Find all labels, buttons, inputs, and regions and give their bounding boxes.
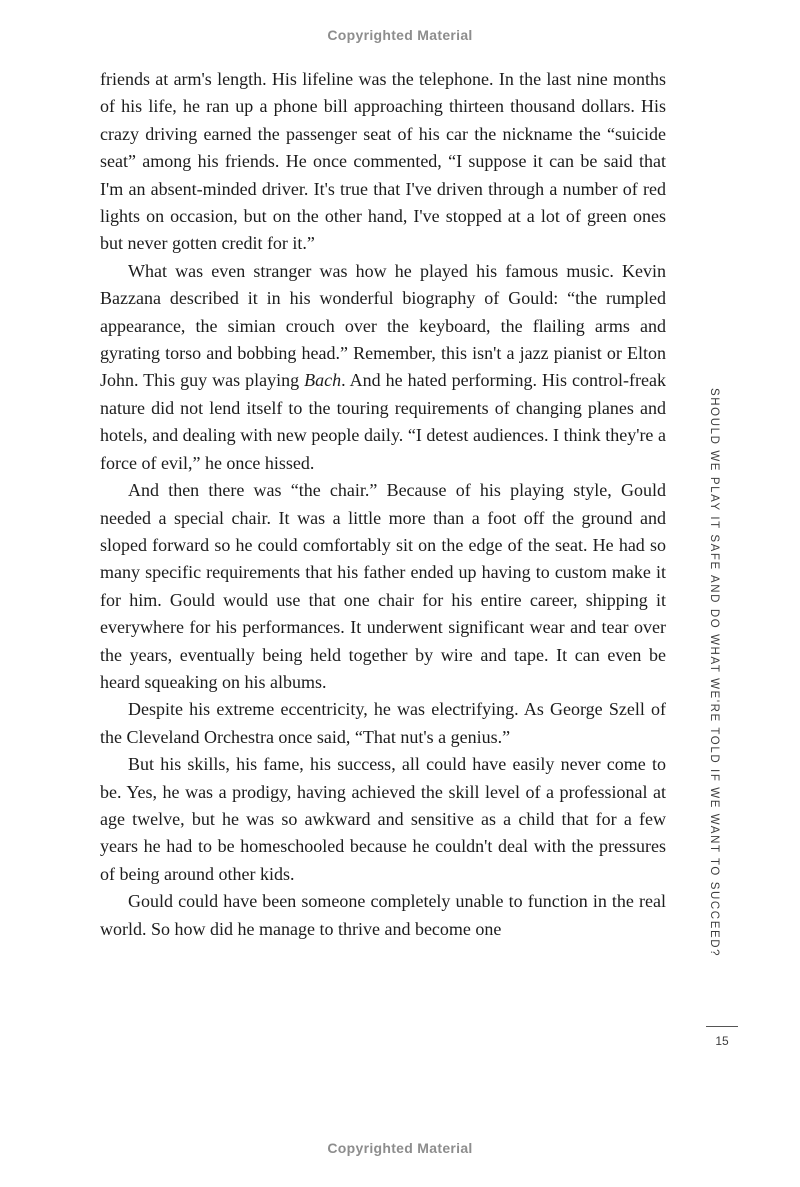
page-number-rule bbox=[706, 1026, 738, 1027]
italic-text: Bach bbox=[304, 370, 342, 391]
copyright-header: Copyrighted Material bbox=[327, 27, 473, 43]
text-run: But his skills, his fame, his success, all could have easily never come to be. Yes, he was a prodigy, having achieved the skill level of a professional at age twelve, but he was so awkward and sensitive as a child that for a few years he had to be homeschooled because he couldn't deal with the pressures of being around other kids. bbox=[100, 754, 666, 884]
text-run: friends at arm's length. His lifeline was the telephone. In the last nine months of his life, he ran up a phone bill approaching thirteen thousand dollars. His crazy driving earned the passenger seat of his car the nickname the “suicide seat” among his friends. He once commented, “I suppose it can be said that I'm an absent-minded driver. It's true that I've driven through a number of red lights on occasion, but on the other hand, I've stopped at a lot of green ones but never gotten credit for it.” bbox=[100, 69, 666, 254]
paragraph bbox=[100, 477, 666, 696]
text-run: Gould could have been someone completely unable to function in the real world. So how did he manage to thrive and become one bbox=[100, 891, 666, 939]
text-run: Despite his extreme eccentricity, he was electrifying. As George Szell of the Cleveland Orchestra once said, “That nut's a genius.” bbox=[100, 699, 666, 747]
page-number: 15 bbox=[715, 1034, 729, 1048]
paragraph bbox=[100, 751, 666, 888]
paragraph bbox=[100, 696, 666, 751]
paragraph bbox=[100, 258, 666, 477]
chapter-title-vertical: SHOULD WE PLAY IT SAFE AND DO WHAT WE'RE TOLD IF WE WANT TO SUCCEED? bbox=[708, 388, 720, 958]
copyright-footer: Copyrighted Material bbox=[327, 1140, 473, 1156]
paragraph bbox=[100, 888, 666, 943]
body-text bbox=[100, 66, 666, 943]
text-run: What was even stranger was how he played his famous music. Kevin Bazzana described it in his wonderful biography of Gould: “the rumpled appearance, the simian crouch over the keyboard, the flailing arms and gyrating torso and bobbing head.” Remember, this isn't a jazz pianist or Elton John. This guy was playing bbox=[100, 260, 666, 391]
paragraph bbox=[100, 66, 666, 258]
text-run: . And he hated performing. His control-freak nature did not lend itself to the touring requirements of changing planes and hotels, and dealing with new people daily. “I detest audiences. I think they're a force of evil,” he once hissed. bbox=[100, 370, 666, 473]
text-run: And then there was “the chair.” Because of his playing style, Gould needed a special chair. It was a little more than a foot off the ground and sloped forward so he could comfortably sit on the edge of the seat. He had so many specific requirements that his father ended up having to custom make it for him. Gould would use that one chair for his entire career, shipping it everywhere for his performances. It underwent significant wear and tear over the years, eventually being held together by wire and tape. It can even be heard squeaking on his albums. bbox=[100, 480, 666, 692]
